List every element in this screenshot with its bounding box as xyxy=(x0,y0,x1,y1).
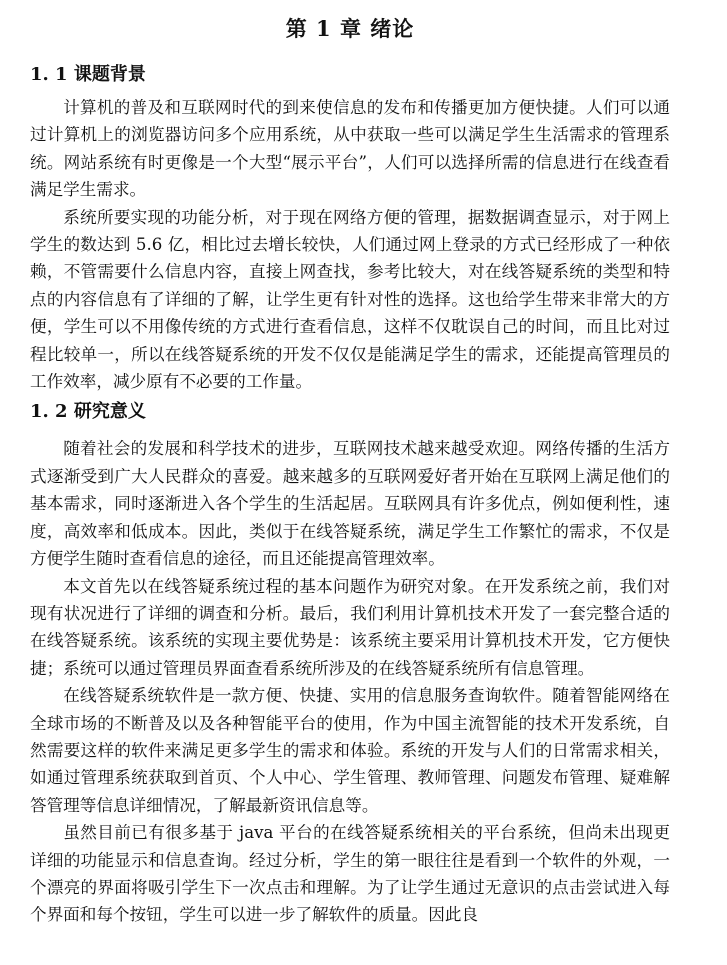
chapter-title: 第 1 章 绪论 xyxy=(285,16,415,41)
paragraph: 本文首先以在线答疑系统过程的基本问题作为研究对象。在开发系统之前，我们对现有状况进行了详细的调查和分析。最后，我们利用计算机技术开发了一套完整合适的在线答疑系统。该系统的实现主要优势是：该系统主要采用计算机技术开发，它方便快捷；系统可以通过管理员界面查看系统所涉及的在线答疑系统所有信息管理。 xyxy=(30,576,670,678)
paragraph: 计算机的普及和互联网时代的到来使信息的发布和传播更加方便快捷。人们可以通过计算机上的浏览器访问多个应用系统，从中获取一些可以满足学生生活需求的管理系统。网站系统有时更像是一个大型“展示平台”，人们可以选择所需的信息进行在线查看满足学生需求。 xyxy=(30,98,670,200)
section-body-significance xyxy=(30,435,670,928)
paragraph: 虽然目前已有很多基于 java 平台的在线答疑系统相关的平台系统，但尚未出现更详细的功能显示和信息查询。经过分析，学生的第一眼往往是看到一个软件的外观，一个漂亮的界面将吸引学生下一次点击和理解。为了让学生通过无意识的点击尝试进入每个界面和每个按钮，学生可以进一步了解软件的质量。因此良 xyxy=(30,823,670,925)
section-heading-background: 1. 1 课题背景 xyxy=(30,64,146,85)
paragraph: 随着社会的发展和科学技术的进步，互联网技术越来越受欢迎。网络传播的生活方式逐渐受到广大人民群众的喜爱。越来越多的互联网爱好者开始在互联网上满足他们的基本需求，同时逐渐进入各个学生的生活起居。互联网具有许多优点，例如便利性，速度，高效率和低成本。因此，类似于在线答疑系统，满足学生工作繁忙的需求，不仅是方便学生随时查看信息的途径，而且还能提高管理效率。 xyxy=(30,439,670,569)
section-body-background xyxy=(30,94,670,395)
document-page xyxy=(30,0,670,929)
paragraph: 在线答疑系统软件是一款方便、快捷、实用的信息服务查询软件。随着智能网络在全球市场的不断普及以及各种智能平台的使用，作为中国主流智能的技术开发系统，自然需要这样的软件来满足更多学生的需求和体验。系统的开发与人们的日常需求相关，如通过管理系统获取到首页、个人中心、学生管理、教师管理、问题发布管理、疑难解答管理等信息详细情况，了解最新资讯信息等。 xyxy=(30,686,670,815)
section-heading-significance: 1. 2 研究意义 xyxy=(30,401,146,423)
paragraph: 系统所要实现的功能分析，对于现在网络方便的管理，据数据调查显示，对于网上学生的数达到 5.6 亿，相比过去增长较快，人们通过网上登录的方式已经形成了一种依赖，不管需要什么信息内容，直接上网查找，参考比较大，对在线答疑系统的类型和特点的内容信息有了详细的了解，让学生更有针对性的选择。这也给学生带来非常大的方便，学生可以不用像传统的方式进行查看信息，这样不仅耽误自己的时间，而且比对过程比较单一，所以在线答疑系统的开发不仅仅是能满足学生的需求，还能提高管理员的工作效率，减少原有不必要的工作量。 xyxy=(30,207,670,392)
